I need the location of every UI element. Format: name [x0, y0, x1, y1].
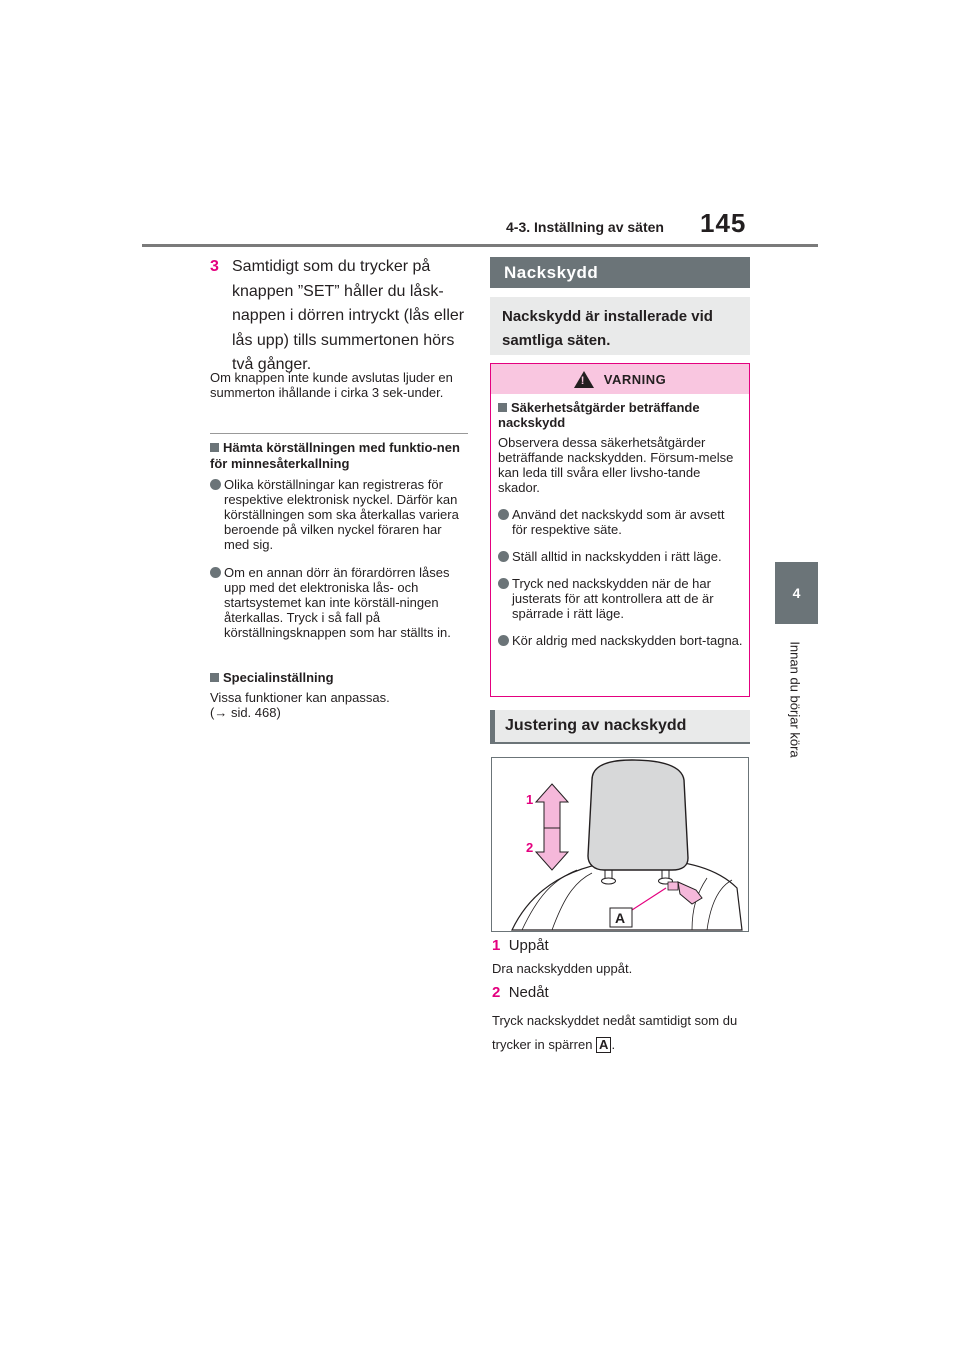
list-item: Använd det nackskydd som är avsett för respektive säte.	[498, 507, 743, 537]
step-3-note: Om knappen inte kunde avslutas ljuder en summerton ihållande i cirka 3 sek-under.	[210, 370, 453, 400]
step-1-note: Dra nackskydden uppåt.	[492, 961, 633, 976]
list-item: Olika körställningar kan registreras för respektive elektronisk nyckel. Därför kan körställningen som ska återkallas variera beroende på vilken nyckel föraren har med sig.	[210, 477, 468, 552]
page-reference-link[interactable]: (→ sid. 468)	[210, 705, 281, 720]
bullet-dot-icon	[210, 479, 221, 490]
step-2-note: Tryck nackskyddet nedåt samtidigt som du trycker in spärren A .	[492, 1013, 738, 1052]
warning-icon: !	[574, 371, 594, 388]
bullet-dot-icon	[498, 551, 509, 562]
chapter-tab[interactable]: 4	[775, 562, 818, 624]
section-reference: 4-3. Inställning av säten	[506, 219, 664, 235]
intro-box: Nackskydd är installerade vid samtliga säten.	[490, 297, 750, 355]
square-bullet-icon	[498, 403, 507, 412]
square-bullet-icon	[210, 673, 219, 682]
bullet-dot-icon	[498, 635, 509, 646]
special-heading: Specialinställning	[210, 670, 468, 686]
subsection-title: Justering av nackskydd	[490, 710, 750, 744]
square-bullet-icon	[210, 443, 219, 452]
list-item: Ställ alltid in nackskydden i rätt läge.	[498, 549, 743, 564]
warning-body: Observera dessa säkerhetsåtgärder beträffande nackskydden. Försum-melse kan leda till svåra eller livsho-tande skador.	[498, 435, 734, 495]
figure-label-a: A	[615, 910, 626, 926]
figure-label-2: 2	[526, 840, 534, 855]
list-item: Kör aldrig med nackskydden bort-tagna.	[498, 633, 743, 648]
warning-header: ! VARNING	[491, 364, 749, 394]
bullet-dot-icon	[498, 509, 509, 520]
warning-box	[490, 363, 750, 697]
section-title: Nackskydd	[490, 257, 750, 288]
lock-label-a: A	[596, 1037, 611, 1053]
bullet-dot-icon	[498, 578, 509, 589]
recall-heading: Hämta körställningen med funktio-nen för minnesåterkallning	[210, 440, 460, 471]
bullet-dot-icon	[210, 567, 221, 578]
chapter-tab-label: Innan du börjar köra	[787, 641, 803, 758]
step-text: Samtidigt som du trycker på knappen ”SET” håller du låsk-nappen i dörren intryckt (lås eller lås upp) tills summertonen hörs två gånger.	[232, 258, 465, 373]
special-text: Vissa funktioner kan anpassas.	[210, 690, 390, 705]
list-item: Tryck ned nackskydden när de har justerats för att kontrollera att de är spärrade i rätt läge.	[498, 576, 743, 621]
list-item: Om en annan dörr än förardörren låses upp med det elektroniska lås- och startsystemet kan inte körställ-ningen återkallas. Tryck i så fall på körställningsknappen som har ställts in.	[210, 565, 468, 640]
step-number: 3	[210, 258, 219, 275]
step-2: 2 Nedåt	[492, 984, 549, 1001]
step-1: 1 Uppåt	[492, 937, 549, 954]
headrest-illustration	[491, 757, 749, 932]
step-3	[210, 255, 470, 378]
figure-label-1: 1	[526, 792, 534, 807]
header-rule	[142, 244, 818, 247]
headrest-drawing	[492, 758, 748, 931]
page-number: 145	[700, 208, 747, 238]
warning-subheading: Säkerhetsåtgärder beträffande nackskydd	[498, 400, 700, 430]
divider	[210, 433, 468, 434]
